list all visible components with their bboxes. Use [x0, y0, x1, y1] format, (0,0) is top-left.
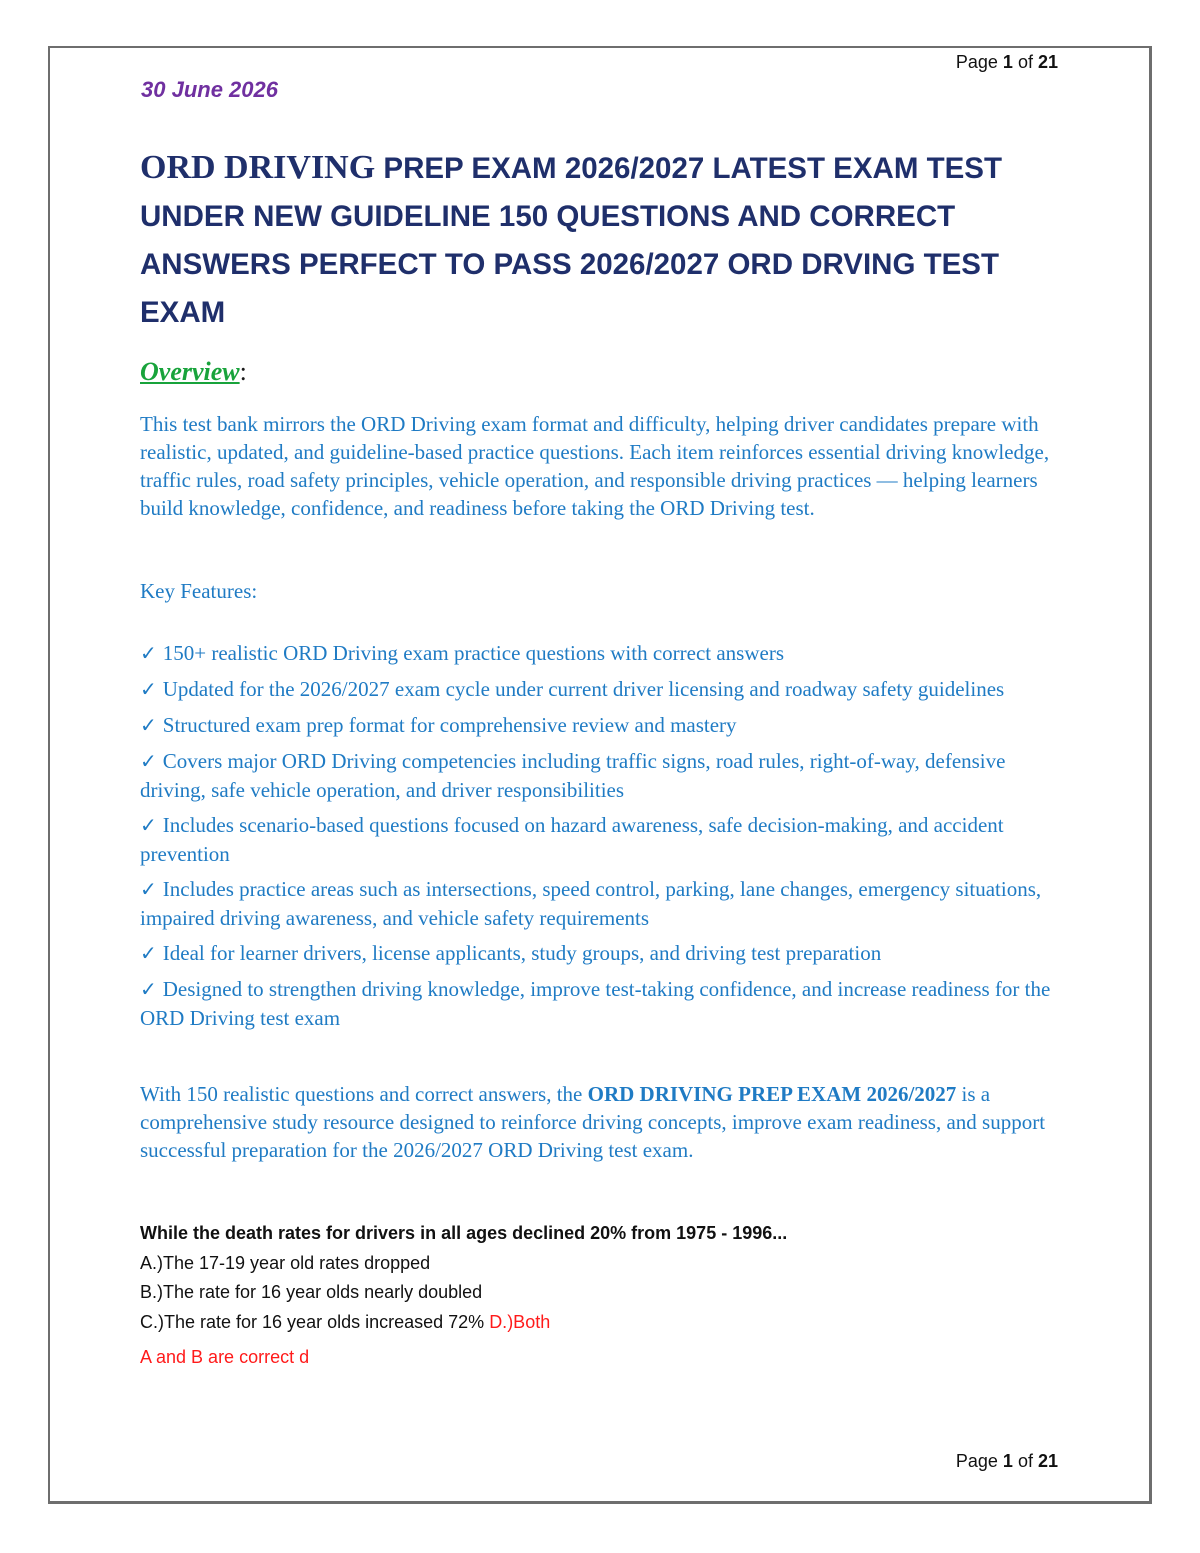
check-icon: ✓ — [140, 751, 157, 773]
document-title: ORD DRIVING PREP EXAM 2026/2027 LATEST EXAM TEST UNDER NEW GUIDELINE 150 QUESTIONS AND CORRECT ANSWERS PERFECT TO PASS 2026/2027 ORD DRVING TEST EXAM — [140, 149, 1002, 329]
overview-heading: Overview: — [140, 357, 247, 386]
check-icon: ✓ — [140, 715, 157, 737]
question-block — [140, 1219, 1070, 1373]
check-icon: ✓ — [140, 643, 157, 665]
list-item: ✓ Structured exam prep format for comprehensive review and mastery — [140, 711, 1070, 740]
page-number-footer: Page 1 of 21 — [955, 1451, 1058, 1471]
check-icon: ✓ — [140, 879, 157, 901]
option-c: C.)The rate for 16 year olds increased 72% D.)Both — [140, 1311, 551, 1332]
document-date: 30 June 2026 — [141, 77, 278, 102]
list-item: ✓ Includes scenario-based questions focused on hazard awareness, safe decision-making, and accident prevention — [140, 813, 1004, 866]
features-list — [140, 639, 1070, 1039]
page-number-header: Page 1 of 21 — [955, 52, 1058, 72]
check-icon: ✓ — [140, 979, 157, 1001]
option-a: A.)The 17-19 year old rates dropped — [140, 1252, 431, 1273]
list-item: ✓ Covers major ORD Driving competencies including traffic signs, road rules, right-of-way, defensive driving, safe vehicle operation, and driver responsibilities — [140, 749, 1006, 802]
option-b: B.)The rate for 16 year olds nearly doubled — [140, 1282, 483, 1302]
list-item: ✓ Designed to strengthen driving knowledge, improve test-taking confidence, and increase readiness for the ORD Driving test exam — [140, 977, 1051, 1030]
question-stem: While the death rates for drivers in all ages declined 20% from 1975 - 1996... — [140, 1223, 788, 1243]
list-item: ✓ Includes practice areas such as intersections, speed control, parking, lane changes, emergency situations, impaired driving awareness, and vehicle safety requirements — [140, 877, 1042, 930]
check-icon: ✓ — [140, 943, 157, 965]
key-features-heading: Key Features: — [140, 579, 258, 603]
intro-paragraph: This test bank mirrors the ORD Driving exam format and difficulty, helping driver candidates prepare with realistic, updated, and guideline-based practice questions. Each item reinforces essential driving knowledge, traffic rules, road safety principles, vehicle operation, and responsible driving practices — helping learners build knowledge, confidence, and readiness before taking the ORD Driving test. — [140, 412, 1050, 520]
answer-line: A and B are correct d — [140, 1347, 310, 1367]
outro-paragraph: With 150 realistic questions and correct answers, the ORD DRIVING PREP EXAM 2026/2027 is a comprehensive study resource designed to reinforce driving concepts, improve exam readiness, and support successful preparation for the 2026/2027 ORD Driving test exam. — [140, 1082, 1046, 1162]
check-icon: ✓ — [140, 679, 157, 701]
list-item: ✓ Ideal for learner drivers, license applicants, study groups, and driving test preparation — [140, 939, 1070, 968]
list-item: ✓ Updated for the 2026/2027 exam cycle under current driver licensing and roadway safety guidelines — [140, 675, 1070, 704]
option-d: D.)Both — [489, 1311, 551, 1332]
check-icon: ✓ — [140, 815, 157, 837]
list-item: ✓ 150+ realistic ORD Driving exam practice questions with correct answers — [140, 639, 1070, 668]
